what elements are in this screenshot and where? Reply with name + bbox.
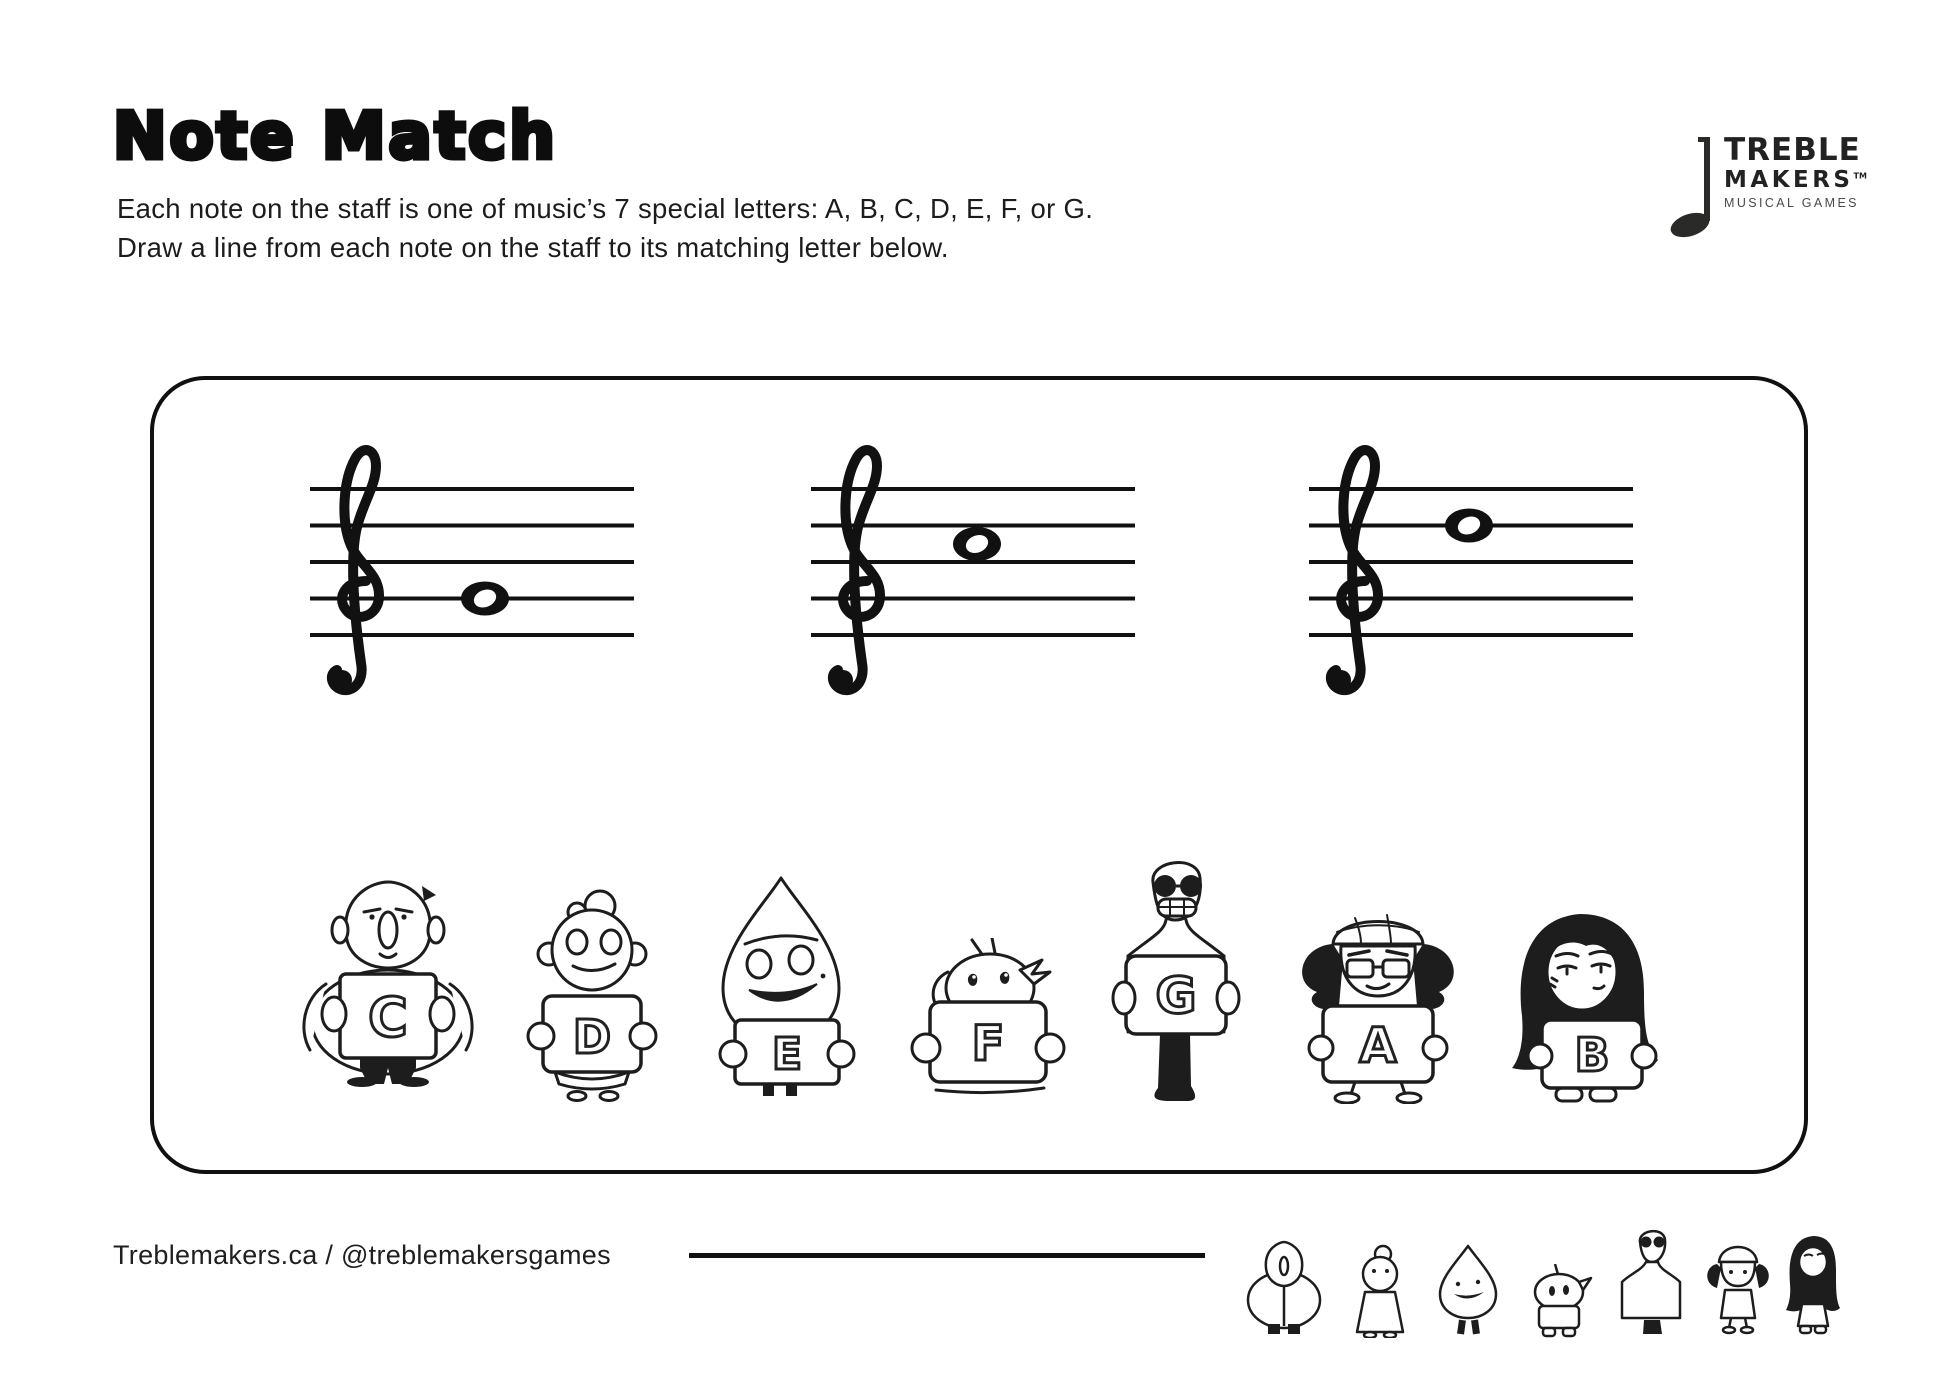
character-letter-A [1283, 902, 1473, 1104]
treblemakers-logo [1668, 132, 1867, 239]
mini-big-guy [1236, 1238, 1332, 1338]
letter-card-A: A [1359, 1018, 1397, 1074]
character-letter-F [908, 938, 1068, 1098]
music-note-icon [1668, 135, 1716, 239]
mini-character-strip [1236, 1196, 1884, 1338]
mini-long-hair-girl [1784, 1234, 1842, 1338]
staff-1-note-G [300, 425, 636, 715]
treble-clef-icon [1331, 450, 1378, 690]
letter-card-F: F [971, 1016, 1005, 1072]
treble-clef-icon [332, 450, 379, 690]
mini-teardrop-kid [1428, 1242, 1508, 1338]
footer-divider-line [689, 1253, 1205, 1258]
character-letter-C [288, 872, 488, 1087]
whole-note-icon [953, 527, 1001, 561]
letter-card-B: B [1574, 1028, 1610, 1082]
mini-muscle-man [1610, 1226, 1692, 1338]
instruction-line-2: Draw a line from each note on the staff to its matching letter below. [117, 232, 949, 263]
logo-word-makers: MAKERS™ [1724, 167, 1867, 193]
staff-2-note-C [801, 425, 1137, 715]
whole-note-icon [461, 582, 509, 616]
instruction-line-1: Each note on the staff is one of music’s 7 special letters: A, B, C, D, E, F, or G. [117, 193, 1094, 224]
whole-note-icon [1445, 509, 1493, 543]
mini-robot [1521, 1264, 1597, 1338]
character-letter-G [1098, 852, 1253, 1104]
letter-card-E: E [771, 1029, 803, 1080]
logo-tagline: MUSICAL GAMES [1724, 196, 1859, 210]
page-title: Note Match [113, 100, 558, 174]
character-letter-E [693, 872, 868, 1102]
mini-bun-girl [1345, 1244, 1415, 1338]
logo-word-treble: TREBLE [1724, 132, 1861, 168]
letter-card-C: C [368, 986, 408, 1049]
letter-card-G: G [1155, 967, 1197, 1025]
treble-clef-icon [833, 450, 880, 690]
character-letter-B [1498, 908, 1663, 1108]
footer-link-text: Treblemakers.ca / @treblemakersgames [113, 1240, 611, 1270]
character-letter-D [515, 888, 670, 1103]
letter-card-D: D [572, 1010, 612, 1064]
mini-plaid-hat-girl [1705, 1234, 1771, 1338]
staff-3-note-D [1299, 425, 1635, 715]
